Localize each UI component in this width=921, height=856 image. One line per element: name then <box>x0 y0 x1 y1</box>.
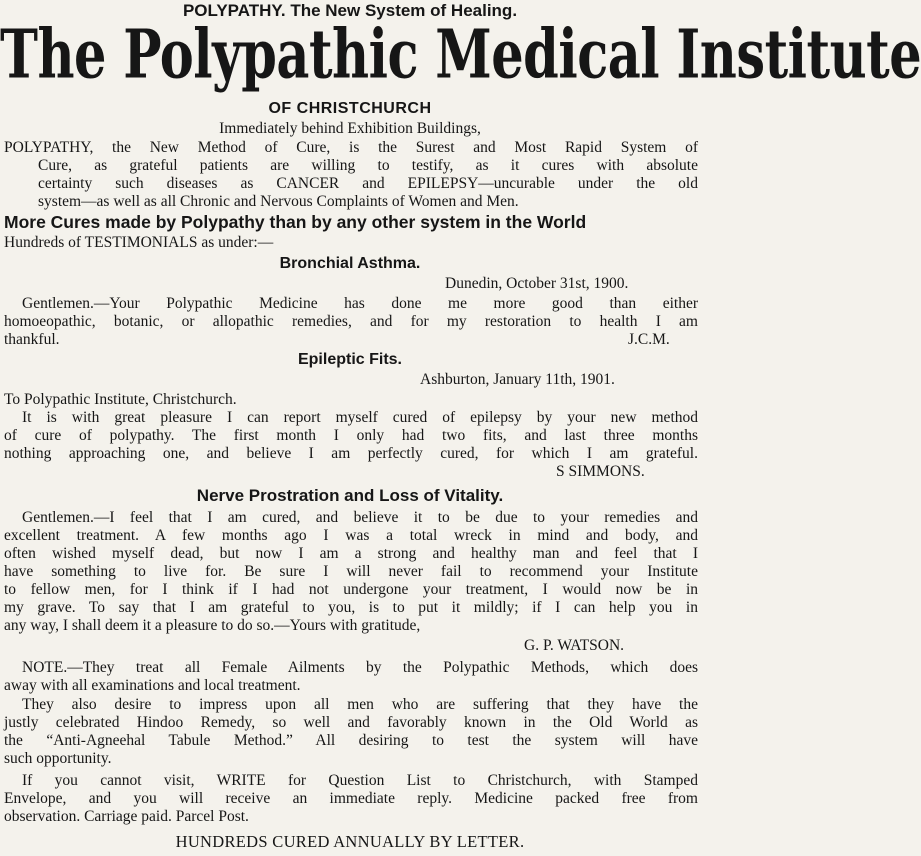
testimonial-line: to fellow men, for I think if I had not undergone your treatment, I would now be in <box>4 581 698 598</box>
note-line: away with all examinations and local treatment. <box>4 677 301 694</box>
testimonials-intro: Hundreds of TESTIMONIALS as under:— <box>4 234 274 251</box>
testimonial-line: excellent treatment. A few months ago I was a total wreck in mind and body, and <box>4 527 698 544</box>
testimonial-line: homoeopathic, botanic, or allopathic remedies, and for my restoration to health I am <box>4 313 698 330</box>
intro-line: Cure, as grateful patients are willing to testify, as it cures with absolute <box>38 157 698 174</box>
institute-title: The Polypathic Medical Institute <box>0 15 921 95</box>
testimonial-line: nothing approaching one, and believe I am perfectly cured, for which I am grateful. <box>4 445 698 462</box>
remedy-line: such opportunity. <box>4 750 112 767</box>
testimonial-signature: S SIMMONS. <box>556 463 645 480</box>
testimonial-line: of cure of polypathy. The first month I only had two fits, and last three months <box>4 427 698 444</box>
remedy-line: the “Anti-Agneehal Tabule Method.” All desiring to test the system will have <box>4 732 698 749</box>
testimonial-signature: G. P. WATSON. <box>524 637 625 654</box>
testimonial-line: Gentlemen.—I feel that I am cured, and believe it to be due to your remedies and <box>22 509 698 526</box>
testimonial-line: Gentlemen.—Your Polypathic Medicine has done me more good than either <box>22 295 698 312</box>
testimonial-line: thankful. <box>4 331 60 348</box>
testimonial-line: often wished myself dead, but now I am a strong and healthy man and feel that I <box>4 545 698 562</box>
contact-line: If you cannot visit, WRITE for Question List to Christchurch, with Stamped <box>22 772 698 789</box>
contact-line: observation. Carriage paid. Parcel Post. <box>4 808 249 825</box>
testimonial-dateline: Dunedin, October 31st, 1900. <box>445 275 629 292</box>
testimonial-heading: Bronchial Asthma. <box>279 255 421 272</box>
tagline: POLYPATHY. The New System of Healing. <box>182 1 518 20</box>
remedy-line: They also desire to impress upon all men who are suffering that they have the <box>22 696 698 713</box>
institute-subtitle: OF CHRISTCHURCH <box>268 100 432 117</box>
testimonial-signature: J.C.M. <box>628 331 670 348</box>
note-line: NOTE.—They treat all Female Ailments by the Polypathic Methods, which does <box>22 659 698 676</box>
slogan: More Cures made by Polypathy than by any other system in the World <box>4 212 587 232</box>
footer-line: HUNDREDS CURED ANNUALLY BY LETTER. <box>175 832 525 851</box>
testimonial-line: my grave. To say that I am grateful to you, is to put it mildly; if I can help you in <box>4 599 698 616</box>
testimonial-heading: Nerve Prostration and Loss of Vitality. <box>196 486 504 505</box>
testimonial-line: any way, I shall deem it a pleasure to do so.—Yours with gratitude, <box>4 617 421 634</box>
testimonial-address: To Polypathic Institute, Christchurch. <box>4 391 237 408</box>
testimonial-dateline: Ashburton, January 11th, 1901. <box>420 371 615 388</box>
intro-line: system—as well as all Chronic and Nervous Complaints of Women and Men. <box>38 193 519 210</box>
testimonial-line: It is with great pleasure I can report myself cured of epilepsy by your new method <box>22 409 698 426</box>
location-line: Immediately behind Exhibition Buildings, <box>219 120 481 137</box>
contact-line: Envelope, and you will receive an immediate reply. Medicine packed free from <box>4 790 698 807</box>
intro-line: POLYPATHY, the New Method of Cure, is the Surest and Most Rapid System of <box>4 139 698 156</box>
testimonial-heading: Epileptic Fits. <box>297 351 402 368</box>
testimonial-line: have something to live for. Be sure I will never fail to recommend your Institute <box>4 563 698 580</box>
intro-line: certainty such diseases as CANCER and EPILEPSY—uncurable under the old <box>38 175 698 192</box>
remedy-line: justly celebrated Hindoo Remedy, so well and favorably known in the Old World as <box>4 714 698 731</box>
